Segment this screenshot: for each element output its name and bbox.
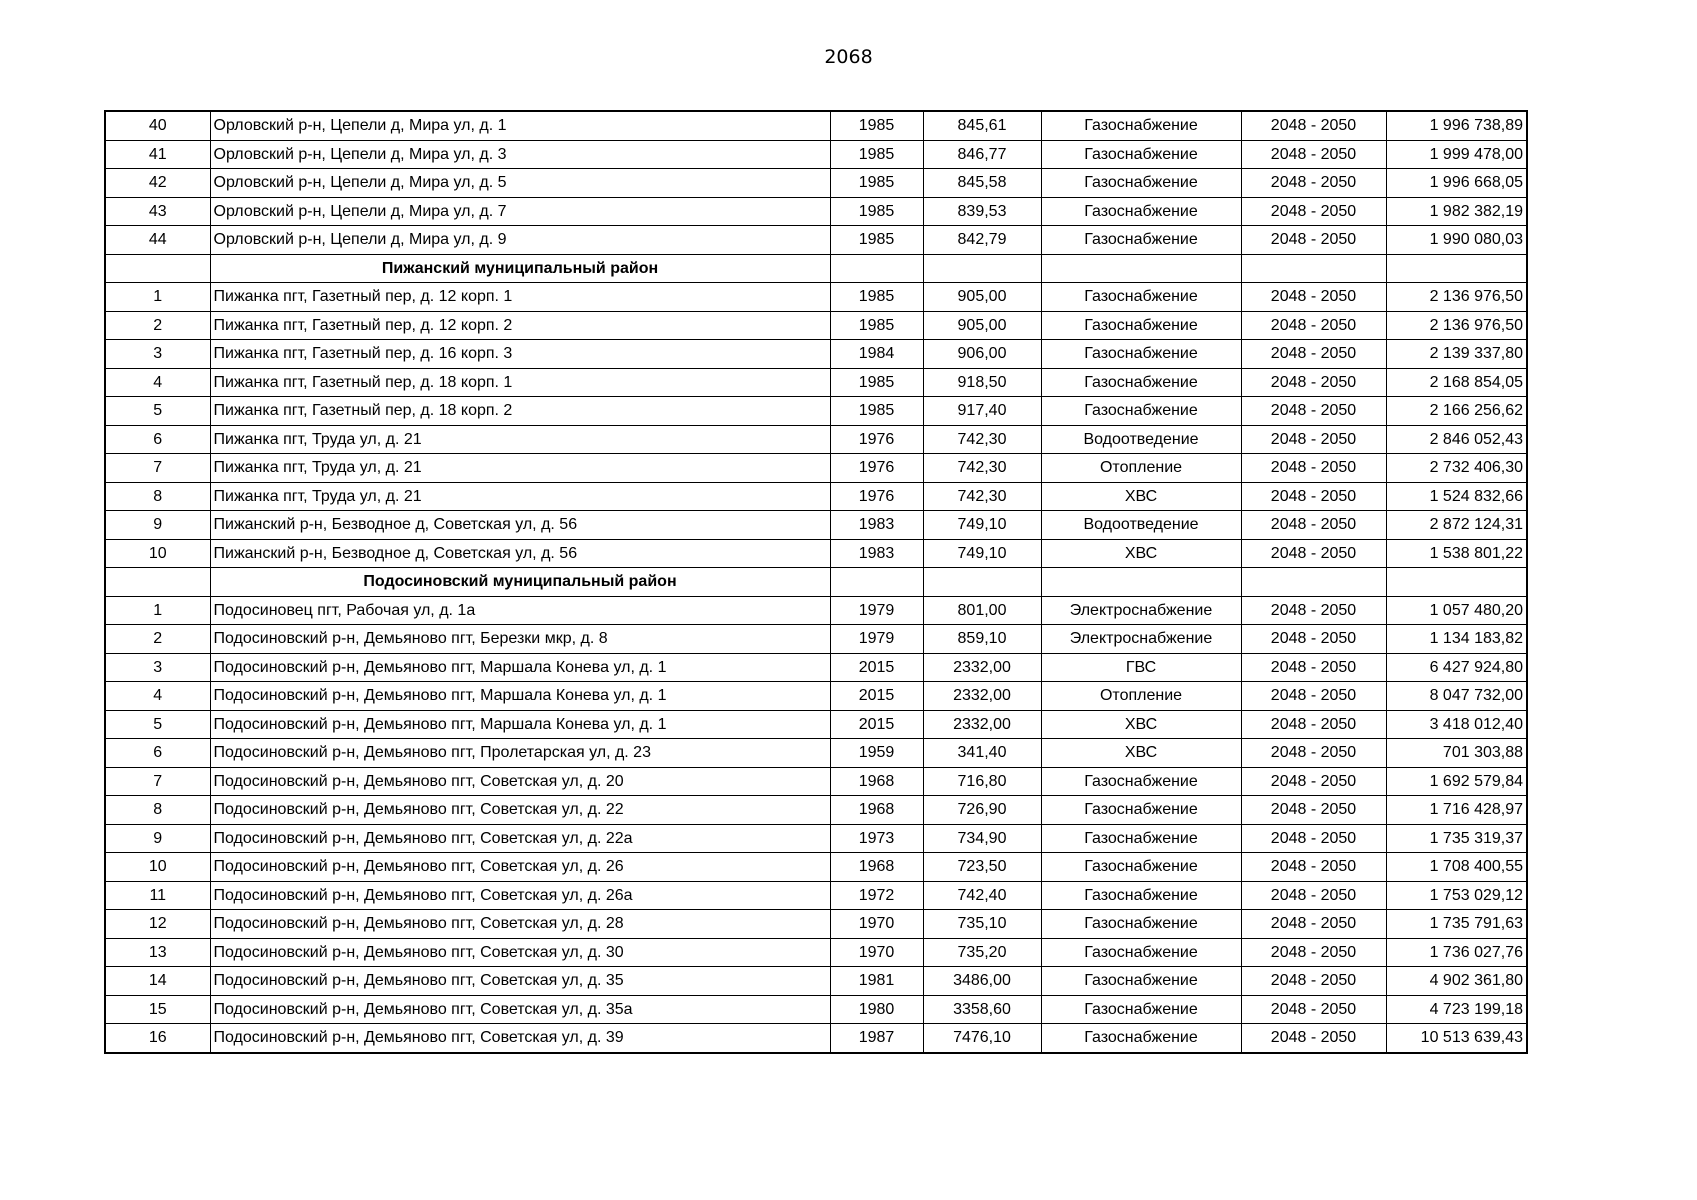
address-cell: Подосиновский р-н, Демьяново пгт, Березки мкр, д. 8 <box>210 625 830 654</box>
row-number: 1 <box>105 283 210 312</box>
work-type-cell: Газоснабжение <box>1041 169 1241 198</box>
address-cell: Пижанка пгт, Газетный пер, д. 12 корп. 1 <box>210 283 830 312</box>
year-built-cell: 1976 <box>830 425 923 454</box>
year-built-cell: 1985 <box>830 283 923 312</box>
address-cell: Пижанка пгт, Газетный пер, д. 12 корп. 2 <box>210 311 830 340</box>
year-built-cell: 1980 <box>830 995 923 1024</box>
table-row <box>105 140 1527 169</box>
row-number: 4 <box>105 368 210 397</box>
cost-cell: 2 732 406,30 <box>1386 454 1527 483</box>
area-cell: 905,00 <box>923 283 1041 312</box>
cost-cell: 2 139 337,80 <box>1386 340 1527 369</box>
period-cell: 2048 - 2050 <box>1241 653 1386 682</box>
repair-program-table <box>104 110 1528 1054</box>
cost-cell: 1 735 319,37 <box>1386 824 1527 853</box>
area-cell: 7476,10 <box>923 1024 1041 1053</box>
address-cell: Пижанский р-н, Безводное д, Советская ул, д. 56 <box>210 511 830 540</box>
cost-cell: 1 996 668,05 <box>1386 169 1527 198</box>
area-cell <box>923 568 1041 597</box>
table-row <box>105 226 1527 255</box>
row-number: 5 <box>105 397 210 426</box>
work-type-cell: Газоснабжение <box>1041 397 1241 426</box>
address-cell: Орловский р-н, Цепели д, Мира ул, д. 7 <box>210 197 830 226</box>
table-row <box>105 938 1527 967</box>
period-cell: 2048 - 2050 <box>1241 539 1386 568</box>
area-cell: 839,53 <box>923 197 1041 226</box>
area-cell: 842,79 <box>923 226 1041 255</box>
row-number: 9 <box>105 511 210 540</box>
year-built-cell: 1985 <box>830 140 923 169</box>
row-number: 9 <box>105 824 210 853</box>
area-cell <box>923 254 1041 283</box>
address-cell: Подосиновский р-н, Демьяново пгт, Советская ул, д. 22а <box>210 824 830 853</box>
table-row <box>105 824 1527 853</box>
work-type-cell: Газоснабжение <box>1041 111 1241 140</box>
work-type-cell: Газоснабжение <box>1041 368 1241 397</box>
work-type-cell: Газоснабжение <box>1041 311 1241 340</box>
section-header-row <box>105 568 1527 597</box>
page-number: 2068 <box>824 46 873 68</box>
row-number: 10 <box>105 539 210 568</box>
cost-cell: 2 136 976,50 <box>1386 283 1527 312</box>
row-number <box>105 254 210 283</box>
year-built-cell: 1985 <box>830 197 923 226</box>
period-cell: 2048 - 2050 <box>1241 311 1386 340</box>
period-cell: 2048 - 2050 <box>1241 226 1386 255</box>
work-type-cell: Газоснабжение <box>1041 1024 1241 1053</box>
row-number: 3 <box>105 340 210 369</box>
work-type-cell: Газоснабжение <box>1041 910 1241 939</box>
row-number: 7 <box>105 454 210 483</box>
area-cell: 801,00 <box>923 596 1041 625</box>
cost-cell: 1 753 029,12 <box>1386 881 1527 910</box>
area-cell: 742,40 <box>923 881 1041 910</box>
work-type-cell: Газоснабжение <box>1041 995 1241 1024</box>
year-built-cell <box>830 254 923 283</box>
row-number: 43 <box>105 197 210 226</box>
year-built-cell: 1985 <box>830 397 923 426</box>
area-cell: 3358,60 <box>923 995 1041 1024</box>
address-cell: Пижанский р-н, Безводное д, Советская ул, д. 56 <box>210 539 830 568</box>
table-row <box>105 853 1527 882</box>
row-number: 7 <box>105 767 210 796</box>
table-row <box>105 682 1527 711</box>
work-type-cell <box>1041 568 1241 597</box>
cost-cell: 1 736 027,76 <box>1386 938 1527 967</box>
period-cell: 2048 - 2050 <box>1241 938 1386 967</box>
period-cell: 2048 - 2050 <box>1241 824 1386 853</box>
year-built-cell: 1985 <box>830 226 923 255</box>
cost-cell: 2 136 976,50 <box>1386 311 1527 340</box>
period-cell: 2048 - 2050 <box>1241 397 1386 426</box>
table-row <box>105 111 1527 140</box>
row-number: 13 <box>105 938 210 967</box>
cost-cell: 1 996 738,89 <box>1386 111 1527 140</box>
cost-cell: 1 708 400,55 <box>1386 853 1527 882</box>
area-cell: 2332,00 <box>923 682 1041 711</box>
cost-cell: 8 047 732,00 <box>1386 682 1527 711</box>
table-row <box>105 340 1527 369</box>
area-cell: 749,10 <box>923 511 1041 540</box>
year-built-cell: 1976 <box>830 454 923 483</box>
period-cell: 2048 - 2050 <box>1241 197 1386 226</box>
period-cell: 2048 - 2050 <box>1241 283 1386 312</box>
cost-cell: 1 538 801,22 <box>1386 539 1527 568</box>
table-row <box>105 625 1527 654</box>
work-type-cell: Газоснабжение <box>1041 967 1241 996</box>
address-cell: Подосиновский р-н, Демьяново пгт, Советская ул, д. 39 <box>210 1024 830 1053</box>
work-type-cell: ХВС <box>1041 482 1241 511</box>
address-cell: Пижанка пгт, Газетный пер, д. 18 корп. 1 <box>210 368 830 397</box>
cost-cell: 2 166 256,62 <box>1386 397 1527 426</box>
period-cell: 2048 - 2050 <box>1241 710 1386 739</box>
cost-cell: 1 735 791,63 <box>1386 910 1527 939</box>
row-number: 2 <box>105 625 210 654</box>
table-row <box>105 368 1527 397</box>
period-cell: 2048 - 2050 <box>1241 425 1386 454</box>
period-cell: 2048 - 2050 <box>1241 967 1386 996</box>
row-number: 8 <box>105 482 210 511</box>
address-cell: Орловский р-н, Цепели д, Мира ул, д. 3 <box>210 140 830 169</box>
year-built-cell: 1985 <box>830 311 923 340</box>
section-header-row <box>105 254 1527 283</box>
work-type-cell: Газоснабжение <box>1041 767 1241 796</box>
year-built-cell: 1970 <box>830 938 923 967</box>
address-cell: Пижанка пгт, Газетный пер, д. 16 корп. 3 <box>210 340 830 369</box>
area-cell: 735,10 <box>923 910 1041 939</box>
address-cell: Подосиновский р-н, Демьяново пгт, Советская ул, д. 35а <box>210 995 830 1024</box>
area-cell: 845,61 <box>923 111 1041 140</box>
period-cell: 2048 - 2050 <box>1241 368 1386 397</box>
row-number: 6 <box>105 739 210 768</box>
table-row <box>105 967 1527 996</box>
section-title: Пижанский муниципальный район <box>210 254 830 283</box>
row-number: 3 <box>105 653 210 682</box>
year-built-cell: 2015 <box>830 710 923 739</box>
year-built-cell: 1984 <box>830 340 923 369</box>
year-built-cell: 1959 <box>830 739 923 768</box>
period-cell: 2048 - 2050 <box>1241 511 1386 540</box>
area-cell: 734,90 <box>923 824 1041 853</box>
row-number: 42 <box>105 169 210 198</box>
period-cell: 2048 - 2050 <box>1241 796 1386 825</box>
table-row <box>105 653 1527 682</box>
cost-cell: 2 168 854,05 <box>1386 368 1527 397</box>
area-cell: 2332,00 <box>923 653 1041 682</box>
period-cell: 2048 - 2050 <box>1241 482 1386 511</box>
table-row <box>105 511 1527 540</box>
work-type-cell: Отопление <box>1041 454 1241 483</box>
period-cell: 2048 - 2050 <box>1241 853 1386 882</box>
row-number: 4 <box>105 682 210 711</box>
period-cell: 2048 - 2050 <box>1241 995 1386 1024</box>
address-cell: Подосиновский р-н, Демьяново пгт, Маршала Конева ул, д. 1 <box>210 710 830 739</box>
table-row <box>105 739 1527 768</box>
address-cell: Орловский р-н, Цепели д, Мира ул, д. 9 <box>210 226 830 255</box>
year-built-cell: 2015 <box>830 653 923 682</box>
address-cell: Подосиновский р-н, Демьяново пгт, Советская ул, д. 35 <box>210 967 830 996</box>
cost-cell: 1 057 480,20 <box>1386 596 1527 625</box>
work-type-cell: Газоснабжение <box>1041 140 1241 169</box>
table-row <box>105 482 1527 511</box>
area-cell: 716,80 <box>923 767 1041 796</box>
work-type-cell <box>1041 254 1241 283</box>
address-cell: Орловский р-н, Цепели д, Мира ул, д. 1 <box>210 111 830 140</box>
cost-cell: 1 999 478,00 <box>1386 140 1527 169</box>
table-row <box>105 596 1527 625</box>
row-number: 15 <box>105 995 210 1024</box>
area-cell: 906,00 <box>923 340 1041 369</box>
area-cell: 742,30 <box>923 425 1041 454</box>
address-cell: Орловский р-н, Цепели д, Мира ул, д. 5 <box>210 169 830 198</box>
table-row <box>105 454 1527 483</box>
period-cell <box>1241 568 1386 597</box>
row-number: 10 <box>105 853 210 882</box>
cost-cell: 4 902 361,80 <box>1386 967 1527 996</box>
section-title: Подосиновский муниципальный район <box>210 568 830 597</box>
year-built-cell: 1979 <box>830 596 923 625</box>
table-row <box>105 881 1527 910</box>
table-row <box>105 767 1527 796</box>
row-number: 12 <box>105 910 210 939</box>
work-type-cell: Газоснабжение <box>1041 340 1241 369</box>
work-type-cell: Газоснабжение <box>1041 796 1241 825</box>
year-built-cell: 1973 <box>830 824 923 853</box>
cost-cell: 10 513 639,43 <box>1386 1024 1527 1053</box>
period-cell: 2048 - 2050 <box>1241 596 1386 625</box>
address-cell: Подосиновский р-н, Демьяново пгт, Советская ул, д. 26 <box>210 853 830 882</box>
year-built-cell: 1985 <box>830 111 923 140</box>
row-number: 5 <box>105 710 210 739</box>
year-built-cell: 1985 <box>830 368 923 397</box>
cost-cell: 4 723 199,18 <box>1386 995 1527 1024</box>
cost-cell: 701 303,88 <box>1386 739 1527 768</box>
work-type-cell: Электроснабжение <box>1041 596 1241 625</box>
period-cell: 2048 - 2050 <box>1241 682 1386 711</box>
year-built-cell: 2015 <box>830 682 923 711</box>
cost-cell: 1 982 382,19 <box>1386 197 1527 226</box>
cost-cell: 1 134 183,82 <box>1386 625 1527 654</box>
table-row <box>105 397 1527 426</box>
year-built-cell: 1968 <box>830 796 923 825</box>
address-cell: Подосиновский р-н, Демьяново пгт, Советская ул, д. 26а <box>210 881 830 910</box>
address-cell: Подосиновский р-н, Демьяново пгт, Советская ул, д. 30 <box>210 938 830 967</box>
area-cell: 845,58 <box>923 169 1041 198</box>
work-type-cell: Водоотведение <box>1041 511 1241 540</box>
year-built-cell: 1976 <box>830 482 923 511</box>
work-type-cell: Газоснабжение <box>1041 853 1241 882</box>
row-number: 1 <box>105 596 210 625</box>
period-cell: 2048 - 2050 <box>1241 910 1386 939</box>
address-cell: Пижанка пгт, Труда ул, д. 21 <box>210 425 830 454</box>
address-cell: Подосиновский р-н, Демьяново пгт, Маршала Конева ул, д. 1 <box>210 682 830 711</box>
address-cell: Подосиновский р-н, Демьяново пгт, Советская ул, д. 22 <box>210 796 830 825</box>
row-number: 41 <box>105 140 210 169</box>
area-cell: 905,00 <box>923 311 1041 340</box>
cost-cell: 2 872 124,31 <box>1386 511 1527 540</box>
cost-cell: 1 524 832,66 <box>1386 482 1527 511</box>
period-cell: 2048 - 2050 <box>1241 111 1386 140</box>
table-row <box>105 425 1527 454</box>
year-built-cell: 1983 <box>830 539 923 568</box>
period-cell: 2048 - 2050 <box>1241 625 1386 654</box>
table-row <box>105 995 1527 1024</box>
area-cell: 3486,00 <box>923 967 1041 996</box>
work-type-cell: Газоснабжение <box>1041 197 1241 226</box>
period-cell: 2048 - 2050 <box>1241 140 1386 169</box>
table-row <box>105 710 1527 739</box>
address-cell: Подосиновский р-н, Демьяново пгт, Советская ул, д. 28 <box>210 910 830 939</box>
cost-cell <box>1386 254 1527 283</box>
cost-cell <box>1386 568 1527 597</box>
table-body <box>105 111 1527 1053</box>
year-built-cell: 1972 <box>830 881 923 910</box>
row-number <box>105 568 210 597</box>
table-row <box>105 1024 1527 1053</box>
work-type-cell: Газоснабжение <box>1041 226 1241 255</box>
area-cell: 917,40 <box>923 397 1041 426</box>
cost-cell: 3 418 012,40 <box>1386 710 1527 739</box>
row-number: 11 <box>105 881 210 910</box>
year-built-cell: 1970 <box>830 910 923 939</box>
row-number: 40 <box>105 111 210 140</box>
row-number: 16 <box>105 1024 210 1053</box>
area-cell: 859,10 <box>923 625 1041 654</box>
period-cell: 2048 - 2050 <box>1241 169 1386 198</box>
work-type-cell: Электроснабжение <box>1041 625 1241 654</box>
period-cell: 2048 - 2050 <box>1241 767 1386 796</box>
address-cell: Пижанка пгт, Труда ул, д. 21 <box>210 482 830 511</box>
work-type-cell: Водоотведение <box>1041 425 1241 454</box>
period-cell: 2048 - 2050 <box>1241 340 1386 369</box>
address-cell: Пижанка пгт, Труда ул, д. 21 <box>210 454 830 483</box>
address-cell: Пижанка пгт, Газетный пер, д. 18 корп. 2 <box>210 397 830 426</box>
area-cell: 735,20 <box>923 938 1041 967</box>
area-cell: 341,40 <box>923 739 1041 768</box>
work-type-cell: ХВС <box>1041 710 1241 739</box>
area-cell: 749,10 <box>923 539 1041 568</box>
work-type-cell: ХВС <box>1041 539 1241 568</box>
work-type-cell: ХВС <box>1041 739 1241 768</box>
area-cell: 742,30 <box>923 482 1041 511</box>
cost-cell: 2 846 052,43 <box>1386 425 1527 454</box>
period-cell <box>1241 254 1386 283</box>
row-number: 2 <box>105 311 210 340</box>
work-type-cell: ГВС <box>1041 653 1241 682</box>
row-number: 8 <box>105 796 210 825</box>
year-built-cell: 1968 <box>830 767 923 796</box>
cost-cell: 6 427 924,80 <box>1386 653 1527 682</box>
period-cell: 2048 - 2050 <box>1241 881 1386 910</box>
row-number: 44 <box>105 226 210 255</box>
table-row <box>105 311 1527 340</box>
row-number: 6 <box>105 425 210 454</box>
cost-cell: 1 990 080,03 <box>1386 226 1527 255</box>
table-row <box>105 197 1527 226</box>
year-built-cell: 1987 <box>830 1024 923 1053</box>
cost-cell: 1 716 428,97 <box>1386 796 1527 825</box>
year-built-cell: 1979 <box>830 625 923 654</box>
period-cell: 2048 - 2050 <box>1241 1024 1386 1053</box>
period-cell: 2048 - 2050 <box>1241 739 1386 768</box>
period-cell: 2048 - 2050 <box>1241 454 1386 483</box>
address-cell: Подосиновский р-н, Демьяново пгт, Пролетарская ул, д. 23 <box>210 739 830 768</box>
address-cell: Подосиновский р-н, Демьяново пгт, Маршала Конева ул, д. 1 <box>210 653 830 682</box>
work-type-cell: Газоснабжение <box>1041 938 1241 967</box>
table-row <box>105 283 1527 312</box>
table-row <box>105 169 1527 198</box>
year-built-cell: 1968 <box>830 853 923 882</box>
area-cell: 846,77 <box>923 140 1041 169</box>
area-cell: 723,50 <box>923 853 1041 882</box>
year-built-cell: 1983 <box>830 511 923 540</box>
work-type-cell: Газоснабжение <box>1041 881 1241 910</box>
work-type-cell: Газоснабжение <box>1041 824 1241 853</box>
year-built-cell: 1981 <box>830 967 923 996</box>
cost-cell: 1 692 579,84 <box>1386 767 1527 796</box>
work-type-cell: Газоснабжение <box>1041 283 1241 312</box>
table-row <box>105 910 1527 939</box>
address-cell: Подосиновский р-н, Демьяново пгт, Советская ул, д. 20 <box>210 767 830 796</box>
table-row <box>105 796 1527 825</box>
work-type-cell: Отопление <box>1041 682 1241 711</box>
area-cell: 726,90 <box>923 796 1041 825</box>
year-built-cell: 1985 <box>830 169 923 198</box>
area-cell: 742,30 <box>923 454 1041 483</box>
row-number: 14 <box>105 967 210 996</box>
year-built-cell <box>830 568 923 597</box>
table-row <box>105 539 1527 568</box>
area-cell: 2332,00 <box>923 710 1041 739</box>
address-cell: Подосиновец пгт, Рабочая ул, д. 1а <box>210 596 830 625</box>
area-cell: 918,50 <box>923 368 1041 397</box>
